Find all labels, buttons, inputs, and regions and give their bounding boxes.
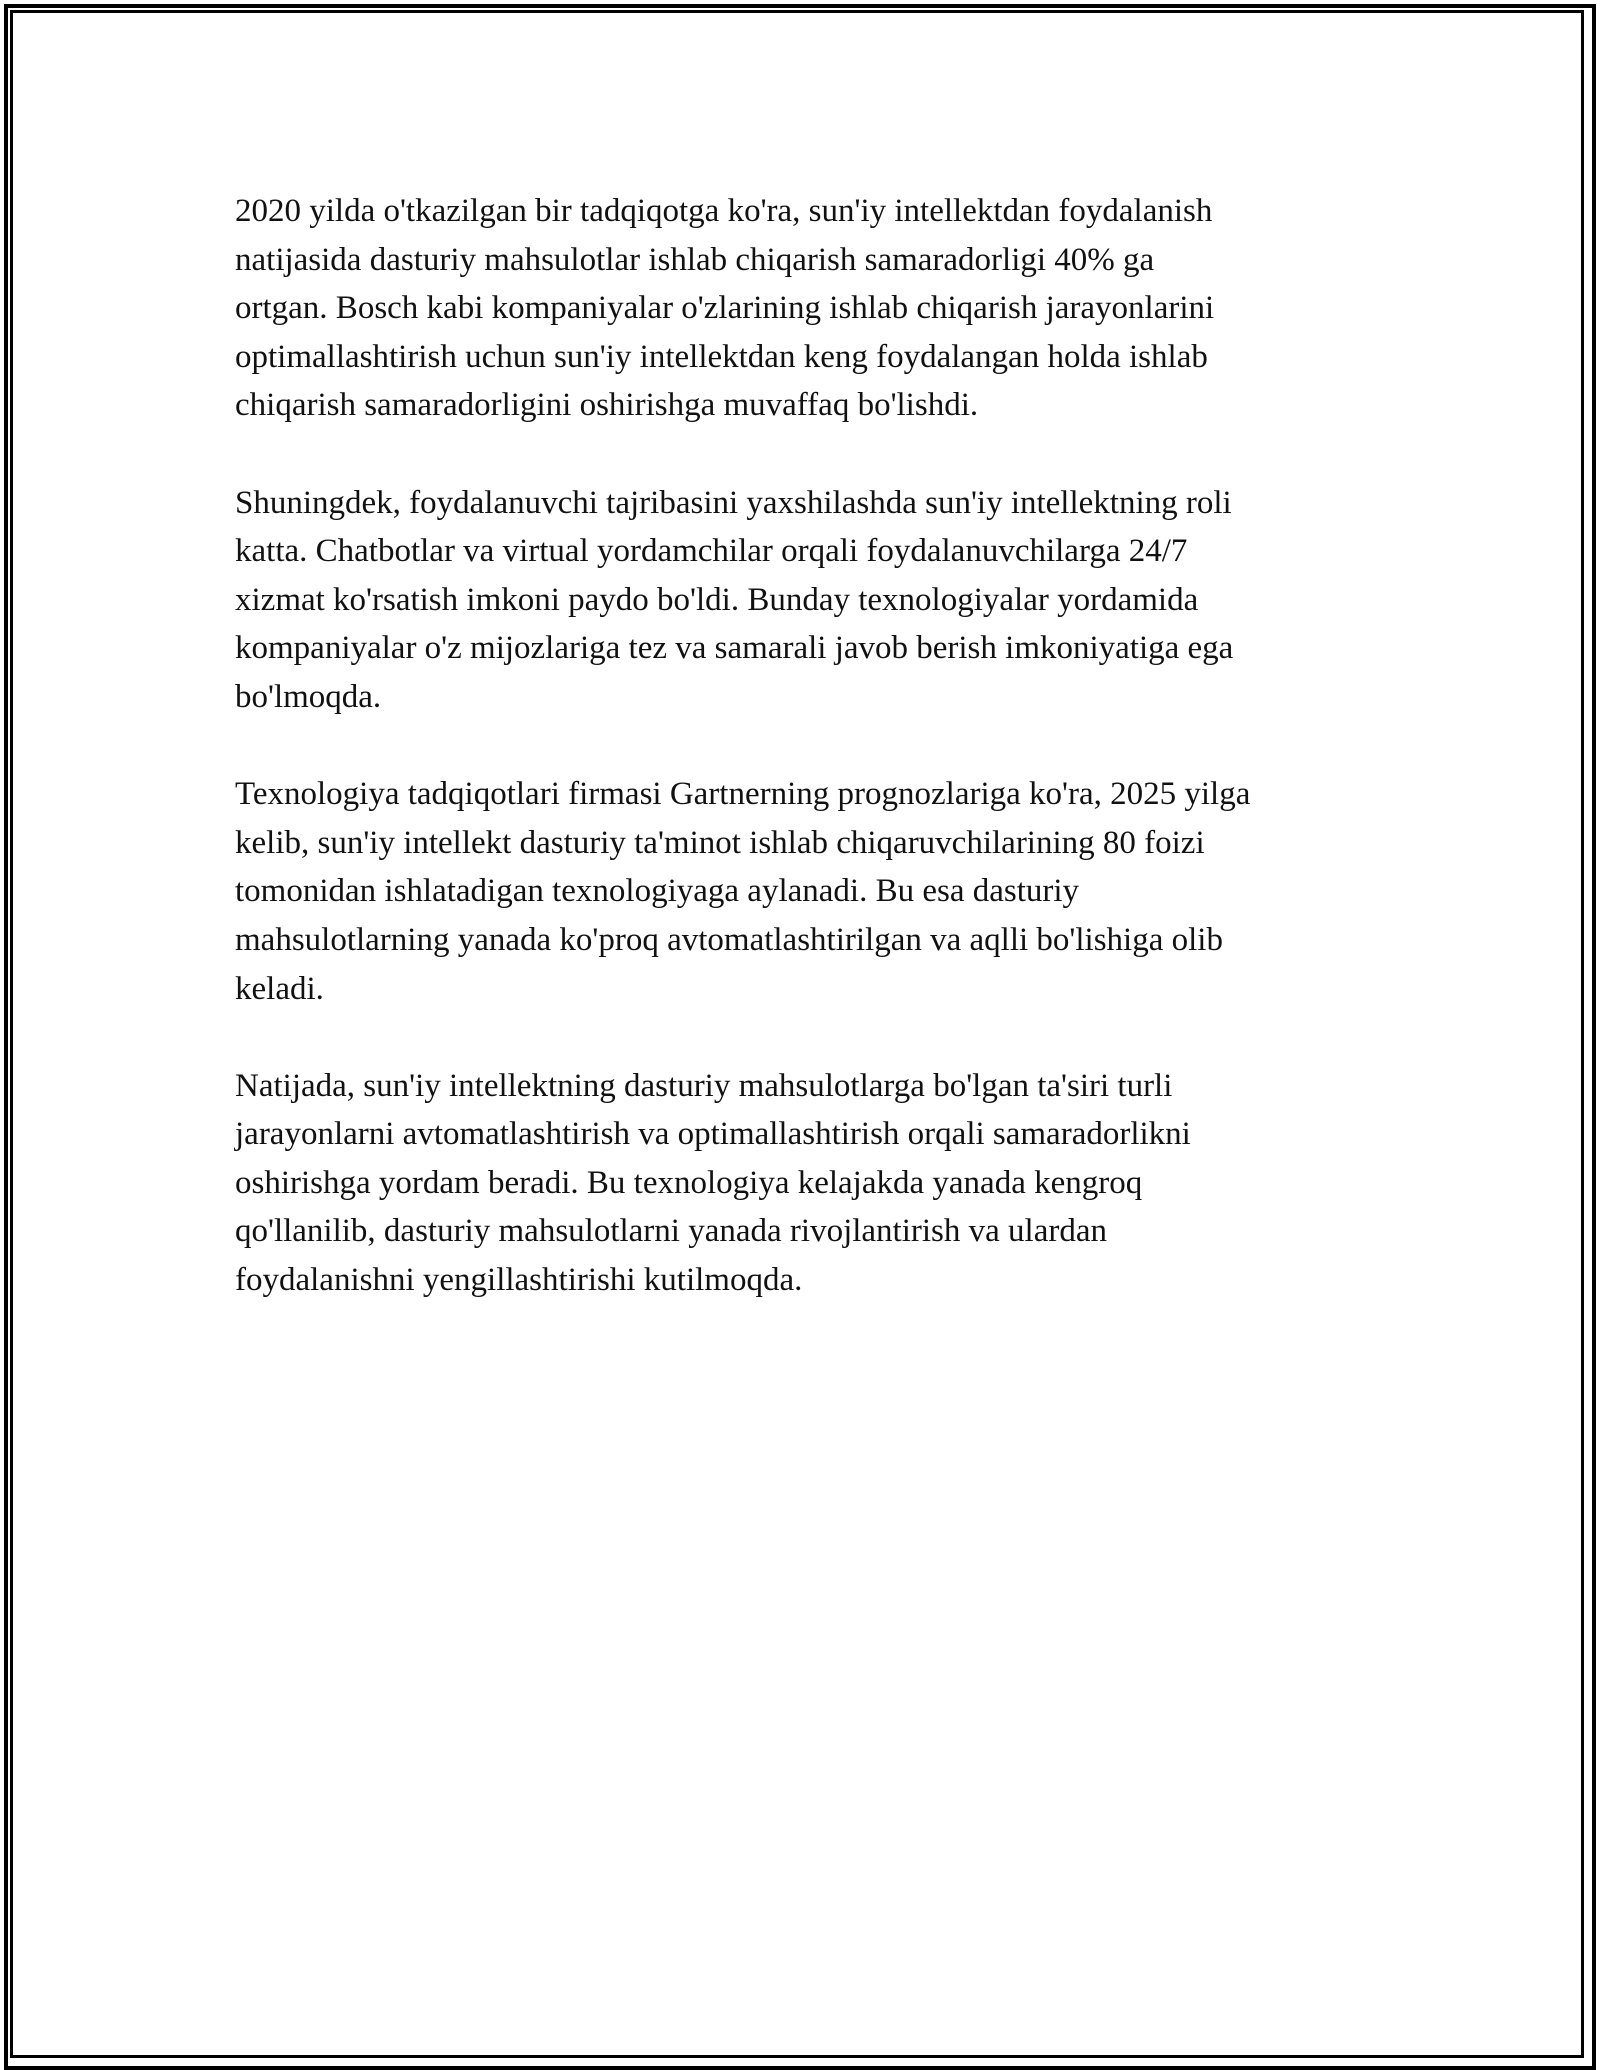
text-line: Texnologiya tadqiqotlari firmasi Gartnerning prognozlariga ko'ra, 2025 yilga — [235, 776, 1251, 813]
text-line: tomonidan ishlatadigan texnologiyaga aylanadi. Bu esa dasturiy — [235, 873, 1080, 910]
text-line: keladi. — [235, 970, 324, 1007]
paragraph-4 — [235, 1062, 1385, 1305]
document-body — [235, 187, 1385, 1353]
paragraph-3 — [235, 770, 1385, 1013]
text-line: kelib, sun'iy intellekt dasturiy ta'minot ishlab chiqaruvchilarining 80 foizi — [235, 824, 1205, 861]
text-line: ortgan. Bosch kabi kompaniyalar o'zlarining ishlab chiqarish jarayonlarini — [235, 290, 1215, 327]
text-line: katta. Chatbotlar va virtual yordamchilar orqali foydalanuvchilarga 24/7 — [235, 533, 1188, 570]
text-line: jarayonlarni avtomatlashtirish va optimallashtirish orqali samaradorlikni — [235, 1116, 1191, 1153]
text-line: optimallashtirish uchun sun'iy intellektdan keng foydalangan holda ishlab — [235, 338, 1208, 375]
text-line: natijasida dasturiy mahsulotlar ishlab chiqarish samaradorligi 40% ga — [235, 241, 1155, 278]
text-line: xizmat ko'rsatish imkoni paydo bo'ldi. Bunday texnologiyalar yordamida — [235, 581, 1199, 618]
text-line: chiqarish samaradorligini oshirishga muvaffaq bo'lishdi. — [235, 387, 979, 424]
text-line: mahsulotlarning yanada ko'proq avtomatlashtirilgan va aqlli bo'lishiga olib — [235, 921, 1223, 958]
paragraph-1 — [235, 187, 1385, 430]
text-line: Shuningdek, foydalanuvchi tajribasini yaxshilashda sun'iy intellektning roli — [235, 484, 1232, 521]
text-line: qo'llanilib, dasturiy mahsulotlarni yanada rivojlantirish va ulardan — [235, 1213, 1107, 1250]
text-line: kompaniyalar o'z mijozlariga tez va samarali javob berish imkoniyatiga ega — [235, 630, 1234, 667]
paragraph-2 — [235, 479, 1385, 722]
text-line: oshirishga yordam beradi. Bu texnologiya kelajakda yanada kengroq — [235, 1164, 1143, 1201]
text-line: Natijada, sun'iy intellektning dasturiy mahsulotlarga bo'lgan ta'siri turli — [235, 1067, 1173, 1104]
text-line: 2020 yilda o'tkazilgan bir tadqiqotga ko'ra, sun'iy intellektdan foydalanish — [235, 193, 1213, 229]
text-line: bo'lmoqda. — [235, 678, 382, 715]
text-line: foydalanishni yengillashtirishi kutilmoqda. — [235, 1262, 803, 1299]
